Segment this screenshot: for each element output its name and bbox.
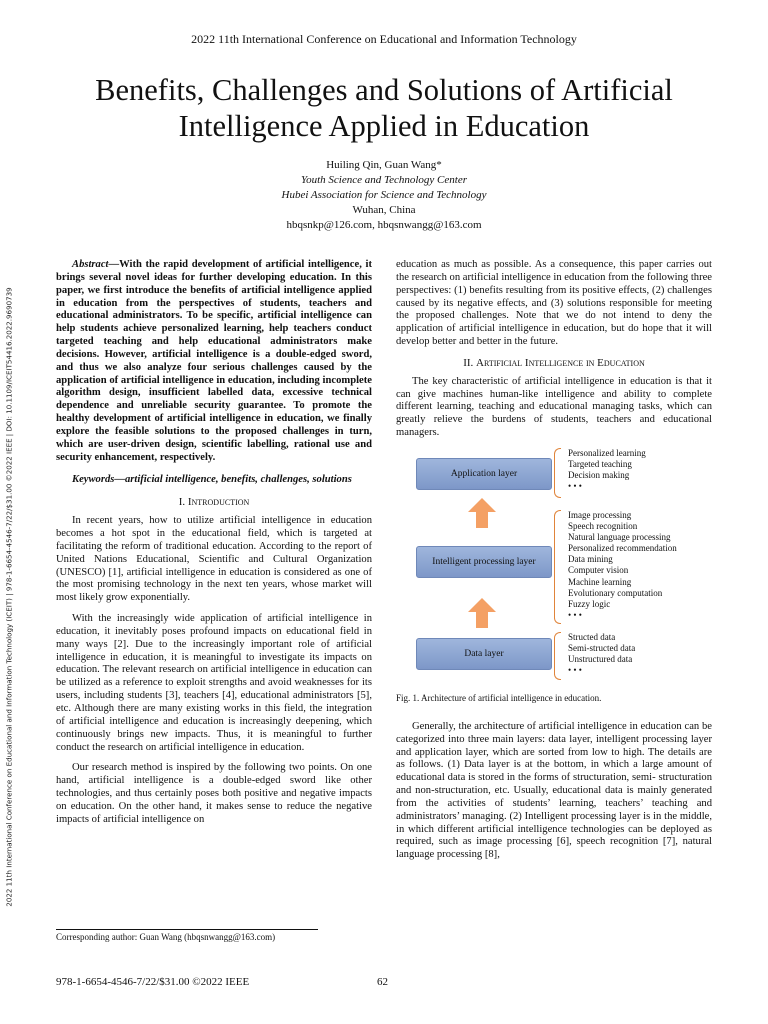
- data-item: Unstructured data: [568, 654, 633, 665]
- paragraph-1: In recent years, how to utilize artificial intelligence in education becomes a hot spot in the educational field, which is targeted at facilitating the reform of traditional education. According to the report of United Nations Educational, Scientific and Cultural Organization (UNESCO) [1], artificial intelligence in education is considered as one of the most promising technology in the next ten years, whose market will most likely grow exponentially.: [56, 515, 372, 604]
- processing-item: Image processing: [568, 509, 632, 520]
- processing-item: Evolutionary computation: [568, 587, 663, 598]
- data-brace: [554, 632, 561, 680]
- data-layer-box: Data layer: [416, 638, 552, 670]
- processing-item: Computer vision: [568, 565, 629, 576]
- processing-item: Speech recognition: [568, 521, 638, 532]
- author-city: Wuhan, China: [352, 204, 416, 216]
- footnote-rule: [56, 929, 318, 930]
- author-emails: hbqsnkp@126.com, hbqsnwangg@163.com: [286, 219, 482, 231]
- keywords: Keywords—artificial intelligence, benefits, challenges, solutions: [72, 473, 352, 485]
- processing-item: Data mining: [568, 554, 613, 565]
- processing-item: Personalized recommendation: [568, 543, 677, 554]
- application-item: Targeted teaching: [568, 459, 632, 470]
- application-item: • • •: [568, 481, 582, 492]
- doi-sidebar: [2, 212, 16, 982]
- data-item: Semi-structed data: [568, 643, 636, 654]
- section-2-number: II.: [463, 356, 474, 369]
- footnote: Corresponding author: Guan Wang (hbqsnwangg@163.com): [56, 932, 276, 942]
- data-item: Structed data: [568, 631, 616, 642]
- architecture-figure: [396, 448, 712, 688]
- section-heading-introduction: [56, 496, 372, 509]
- title-line-2: Intelligence Applied in Education: [178, 109, 590, 143]
- paragraph-2: With the increasingly wide application of artificial intelligence in education, it inevitably poses profound impacts on educational field in many ways [2]. Due to the increasingly important role of artificial intelligence in education, it is meaningful to investigate its impacts on education. The relevant research on artificial intelligence in education can be utilized as a reference to exploit strengths and avoid weaknesses for its users, including students [3], teachers [4], educational administrators [5], etc. Although there are many existing works in this field, the integration of artificial intelligence and education is increasingly deepening, which continuously brings new impacts. Thus, it is meaningful to further conduct the research on artificial intelligence in education.: [56, 613, 372, 753]
- application-item: Personalized learning: [568, 447, 646, 458]
- processing-item: Natural language processing: [568, 532, 671, 543]
- paragraph-4: education as much as possible. As a consequence, this paper carries out the research on artificial intelligence in education from the following three perspectives: (1) benefits resulting from its positive effects, (2) challenges caused by its negative effects, and (3) solutions responsible for meeting the proposed challenges. Note that we do not intend to deny the application of artificial intelligence in education, but do hope that it will develop better and better in the future.: [396, 259, 712, 348]
- section-1-title: Introduction: [187, 496, 250, 509]
- conference-header: 2022 11th International Conference on Educational and Information Technology: [191, 32, 577, 46]
- title-line-1: Benefits, Challenges and Solutions of Artificial: [95, 73, 673, 107]
- application-items: [568, 448, 646, 492]
- processing-items: [568, 510, 677, 621]
- section-heading-ai-in-education: [396, 357, 712, 370]
- affiliation-2: Hubei Association for Science and Technology: [281, 189, 487, 201]
- abstract: [56, 259, 372, 465]
- application-layer-box: Application layer: [416, 458, 552, 490]
- processing-item: Machine learning: [568, 576, 632, 587]
- abstract-lead: Abstract: [72, 259, 109, 270]
- affiliation-1: Youth Science and Technology Center: [301, 174, 467, 186]
- up-arrow-icon: [468, 498, 496, 528]
- author-block: [0, 158, 768, 233]
- paper-title: [60, 72, 708, 144]
- doi-sidebar-text: 2022 11th International Conference on Educational and Information Technology (ICEIT) | 978-1-6654-4546-7/22/$31.00 ©2022 IEEE | DOI: 10.1109/ICEIT54416.2022.9690739: [4, 287, 14, 907]
- paragraph-6: Generally, the architecture of artificial intelligence in education can be categorized into three main layers: data layer, intelligent processing layer and application layer, which are sorted from low to high. The details are as follows. (1) Data layer is at the bottom, in which a large amount of educational data is stored in the forms of structuration, semi- structuration and non-structuration, etc. Usually, educational data is mainly generated from the activities of students’ learning, teachers’ teaching and administrators’ managing. (2) Intelligent processing layer is in the middle, in which different artificial intelligence technologies can be deployed as required, such as image processing [6], speech recognition [7], natural language processing [8],: [396, 720, 712, 861]
- processing-item: Fuzzy logic: [568, 598, 611, 609]
- up-arrow-icon: [468, 598, 496, 628]
- data-item: • • •: [568, 665, 582, 676]
- right-column: [396, 259, 712, 870]
- data-items: [568, 632, 635, 676]
- abstract-text: —With the rapid development of artificial intelligence, it brings several novel ideas for further developing education. In this paper, we first introduce the benefits of artificial intelligence applied in education from the perspectives of students, teachers and educational administrators. To be specific, artificial intelligence can help students achieve personalized learning, help teachers conduct targeted teaching and help educational administrators make decisions. However, artificial intelligence is a double-edged sword, and thus we also analyze four serious challenges caused by the application of artificial intelligence in education, including incomplete algorithm design, insufficient labelled data, excessive technical dependence and unreliable security guarantee. To promote the healthy development of artificial intelligence in education, we finally explore the feasible solutions to the proposed challenges in turn, which are user-driven design, scientific labelling, rational use and security enhancement, respectively.: [56, 259, 372, 463]
- paragraph-5: The key characteristic of artificial intelligence in education is that it can give machines human-like intelligence and ability to complete different learning, teaching and educational managing tasks, which can greatly relieve the burdens of students, teachers and educational managers.: [396, 375, 712, 439]
- application-brace: [554, 448, 561, 498]
- processing-brace: [554, 510, 561, 624]
- figure-caption: Fig. 1. Architecture of artificial intelligence in education.: [396, 692, 602, 703]
- page-number: 62: [377, 976, 388, 988]
- section-2-title: Artificial Intelligence in Education: [476, 356, 645, 369]
- processing-item: • • •: [568, 609, 582, 620]
- application-item: Decision making: [568, 470, 630, 481]
- paragraph-3: Our research method is inspired by the following two points. On one hand, artificial intelligence is a double-edged sword like other technologies, and thus certainly poses both positive and negative impacts on education. On the other hand, it makes sense to reduce the negative impacts of artificial intelligence on: [56, 762, 372, 825]
- isbn-line: 978-1-6654-4546-7/22/$31.00 ©2022 IEEE: [56, 976, 250, 988]
- left-column: [56, 259, 372, 835]
- author-names: Huiling Qin, Guan Wang*: [326, 159, 442, 171]
- section-1-number: I.: [178, 496, 186, 509]
- processing-layer-box: Intelligent processing layer: [416, 546, 552, 578]
